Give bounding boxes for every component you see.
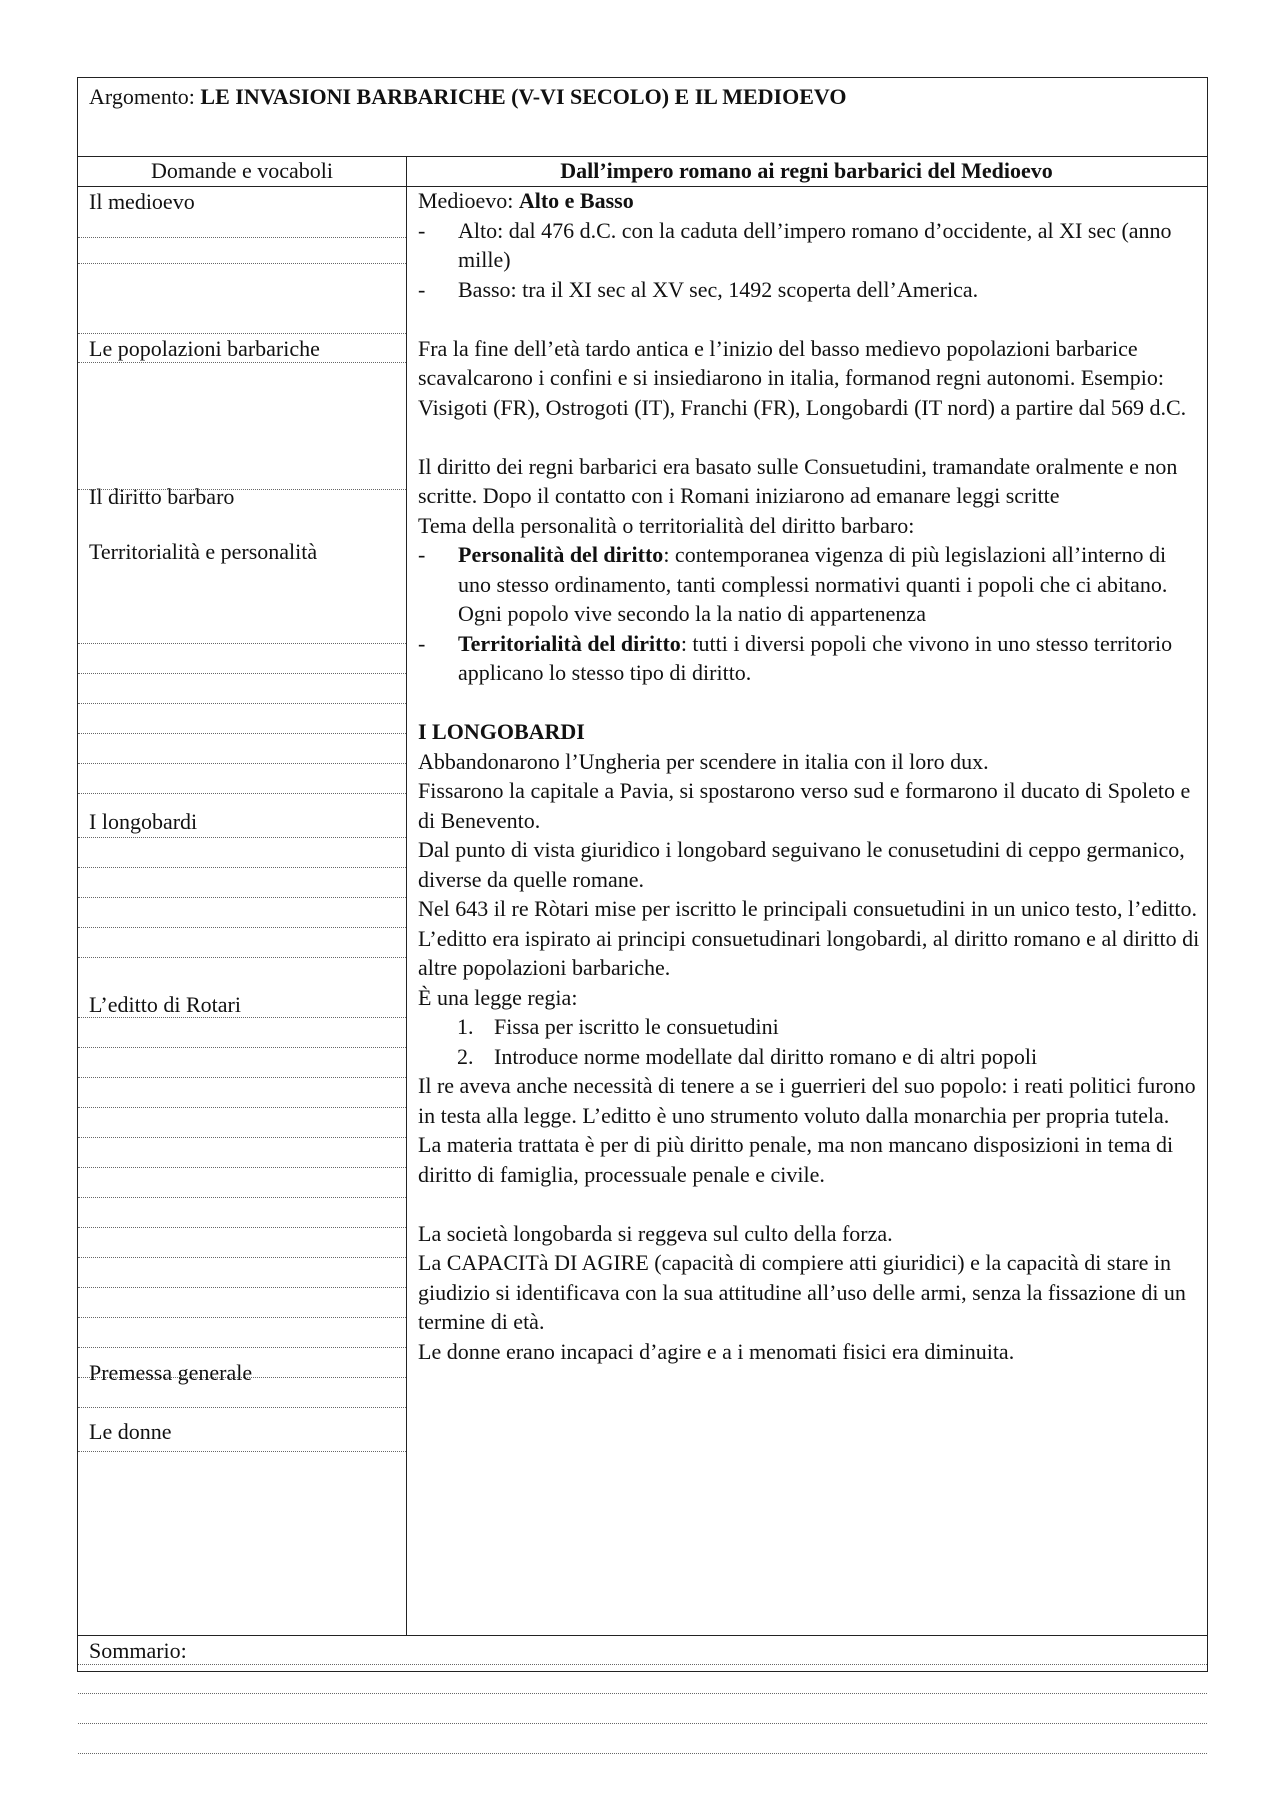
summary-dotted-line: [78, 1693, 1207, 1694]
bullet-dash: -: [418, 542, 426, 567]
column-divider: [406, 156, 407, 1635]
dotted-line: [78, 237, 406, 238]
topic-label: Argomento:: [89, 84, 195, 109]
numbered-item-text: Fissa per iscritto le consuetudini: [494, 1014, 779, 1039]
medioevo-intro: Medioevo:: [418, 188, 519, 213]
list-number: 1.: [457, 1014, 474, 1039]
bullet-alto-text: Alto: dal 476 d.C. con la caduta dell’impero romano d’occidente, al XI sec (anno mille): [458, 217, 1172, 272]
longobardi-line: L’editto era ispirato ai principi consuetudinari longobardi, al diritto romano e al diritto di altre popolazioni barbariche.: [418, 925, 1200, 980]
questions-column: [78, 186, 406, 1635]
longobardi-title: [418, 717, 1203, 747]
numbered-item-text: Introduce norme modellate dal diritto romano e di altri popoli: [494, 1043, 1038, 1069]
dotted-line: [78, 1317, 406, 1318]
summary-dotted-line: [78, 1664, 1207, 1665]
column-header-content: Dall’impero romano ai regni barbarici del Medioevo: [560, 158, 1053, 183]
topic-title: LE INVASIONI BARBARICHE (V-VI SECOLO) E IL MEDIOEVO: [200, 84, 847, 109]
dotted-line: [78, 957, 406, 958]
bullet-dash: -: [418, 630, 426, 656]
dotted-line: [78, 703, 406, 704]
term-diritto-barbaro: Il diritto barbaro: [89, 484, 235, 509]
longobardi-line: Nel 643 il re Ròtari mise per iscritto le principali consuetudini in un unico testo, l’editto.: [418, 896, 1198, 921]
bullet-basso: [418, 275, 1203, 305]
summary-label: Sommario:: [89, 1638, 187, 1663]
longobardi-line: Dal punto di vista giuridico i longobard seguivano le conusetudini di ceppo germanico, diverse da quelle romane.: [418, 837, 1185, 892]
dotted-line: [78, 867, 406, 868]
list-number: 2.: [457, 1043, 474, 1069]
longobardi-line: È una legge regia:: [418, 984, 578, 1010]
medioevo-bold: Alto e Basso: [518, 188, 634, 213]
longobardi-line: Abbandonarono l’Ungheria per scendere in italia con il loro dux.: [418, 748, 989, 774]
longobardi-line: Fissarono la capitale a Pavia, si spostarono verso sud e formarono il ducato di Spoleto e di Benevento.: [418, 778, 1191, 833]
diritto-paragraph: Il diritto dei regni barbarici era basato sulle Consuetudini, tramandate oralmente e non scritte. Dopo il contatto con i Romani iniziarono ad emanare leggi scritte: [418, 453, 1178, 508]
bullet-alto: [418, 216, 1203, 275]
numbered-item: [418, 1012, 1203, 1042]
medioevo-heading: [418, 186, 1203, 216]
study-sheet: [77, 77, 1208, 1672]
dotted-line: [78, 897, 406, 898]
bullet-basso-text: Basso: tra il XI sec al XV sec, 1492 scoperta dell’America.: [458, 276, 979, 302]
popolazioni-paragraph: Fra la fine dell’età tardo antica e l’inizio del basso medievo popolazioni barbarice scavalcarono i confini e si insiediarono in italia, formanod regni autonomi. Esempio: Visigoti (FR), Ostrogoti (IT), Franchi (FR), Longobardi (IT nord) a partire dal 569 d.C.: [418, 335, 1187, 420]
summary-section: [78, 1635, 1207, 1673]
societa-line: La CAPACITà DI AGIRE (capacità di compiere atti giuridici) e la capacità di stare in giudizio si identificava con la sua attitudine all’uso delle armi, senza la fissazione di un termine di età.: [418, 1250, 1186, 1334]
dotted-line: [78, 1047, 406, 1048]
dotted-line: [78, 733, 406, 734]
term-popolazioni: Le popolazioni barbariche: [89, 336, 320, 361]
personalita-text: : contemporanea vigenza di più legislazioni all’interno di uno stesso ordinamento, tanti complessi normativi quanti i popoli che ci abitano. Ogni popolo vive secondo la la natio di appartenenza: [458, 542, 1168, 626]
dotted-line: [78, 1347, 406, 1348]
summary-dotted-line: [78, 1753, 1207, 1754]
term-premessa: Premessa generale: [89, 1360, 253, 1385]
dotted-line: [78, 1197, 406, 1198]
dotted-line: [78, 1167, 406, 1168]
bullet-dash: -: [418, 217, 426, 243]
summary-dotted-line: [78, 1723, 1207, 1724]
dotted-line: [78, 1107, 406, 1108]
dotted-line: [78, 1137, 406, 1138]
tema-paragraph: Tema della personalità o territorialità del diritto barbaro:: [418, 512, 915, 538]
term-medioevo: Il medioevo: [89, 189, 195, 214]
dotted-line: [78, 673, 406, 674]
dotted-line: [78, 793, 406, 794]
dotted-line: [78, 1287, 406, 1288]
dotted-line: [78, 263, 406, 264]
dotted-line: [78, 763, 406, 764]
dotted-line: [78, 1227, 406, 1228]
territorialita-bold: Territorialità del diritto: [458, 630, 681, 656]
term-longobardi: I longobardi: [89, 809, 198, 834]
dotted-line: [78, 837, 406, 838]
dotted-line: [78, 1257, 406, 1258]
longobardi-title-text: I LONGOBARDI: [418, 719, 585, 744]
term-donne: Le donne: [89, 1419, 172, 1444]
societa-line: Le donne erano incapaci d’agire e a i menomati fisici era diminuita.: [418, 1338, 1015, 1364]
longobardi-line: La materia trattata è per di più diritto penale, ma non mancano disposizioni in tema di diritto di famiglia, processuale penale e civile.: [418, 1132, 1174, 1187]
dotted-line: [78, 643, 406, 644]
territorialita-text: : tutti i diversi popoli che vivono in uno stesso territorio applicano lo stesso tipo di diritto.: [458, 630, 1173, 685]
numbered-item: [418, 1042, 1203, 1072]
term-territorialita: Territorialità e personalità: [89, 539, 318, 564]
longobardi-line: Il re aveva anche necessità di tenere a se i guerrieri del suo popolo: i reati politici furono in testa alla legge. L’editto è uno strumento voluto dalla monarchia per propria tutela.: [418, 1073, 1196, 1128]
dotted-line: [78, 1077, 406, 1078]
bullet-dash: -: [418, 276, 426, 302]
personalita-bold: Personalità del diritto: [458, 542, 664, 567]
bullet-territorialita: [418, 629, 1203, 688]
dotted-line: [78, 1451, 406, 1452]
societa-line: La società longobarda si reggeva sul culto della forza.: [418, 1220, 893, 1246]
term-editto: L’editto di Rotari: [89, 992, 241, 1017]
column-header-row: [78, 156, 1207, 187]
column-header-questions: Domande e vocaboli: [150, 158, 334, 183]
topic-row: [78, 78, 1207, 157]
dotted-line: [78, 1407, 406, 1408]
content-column: [418, 186, 1203, 1366]
topic-heading: [89, 82, 846, 112]
bullet-personalita: [418, 540, 1203, 629]
dotted-line: [78, 927, 406, 928]
